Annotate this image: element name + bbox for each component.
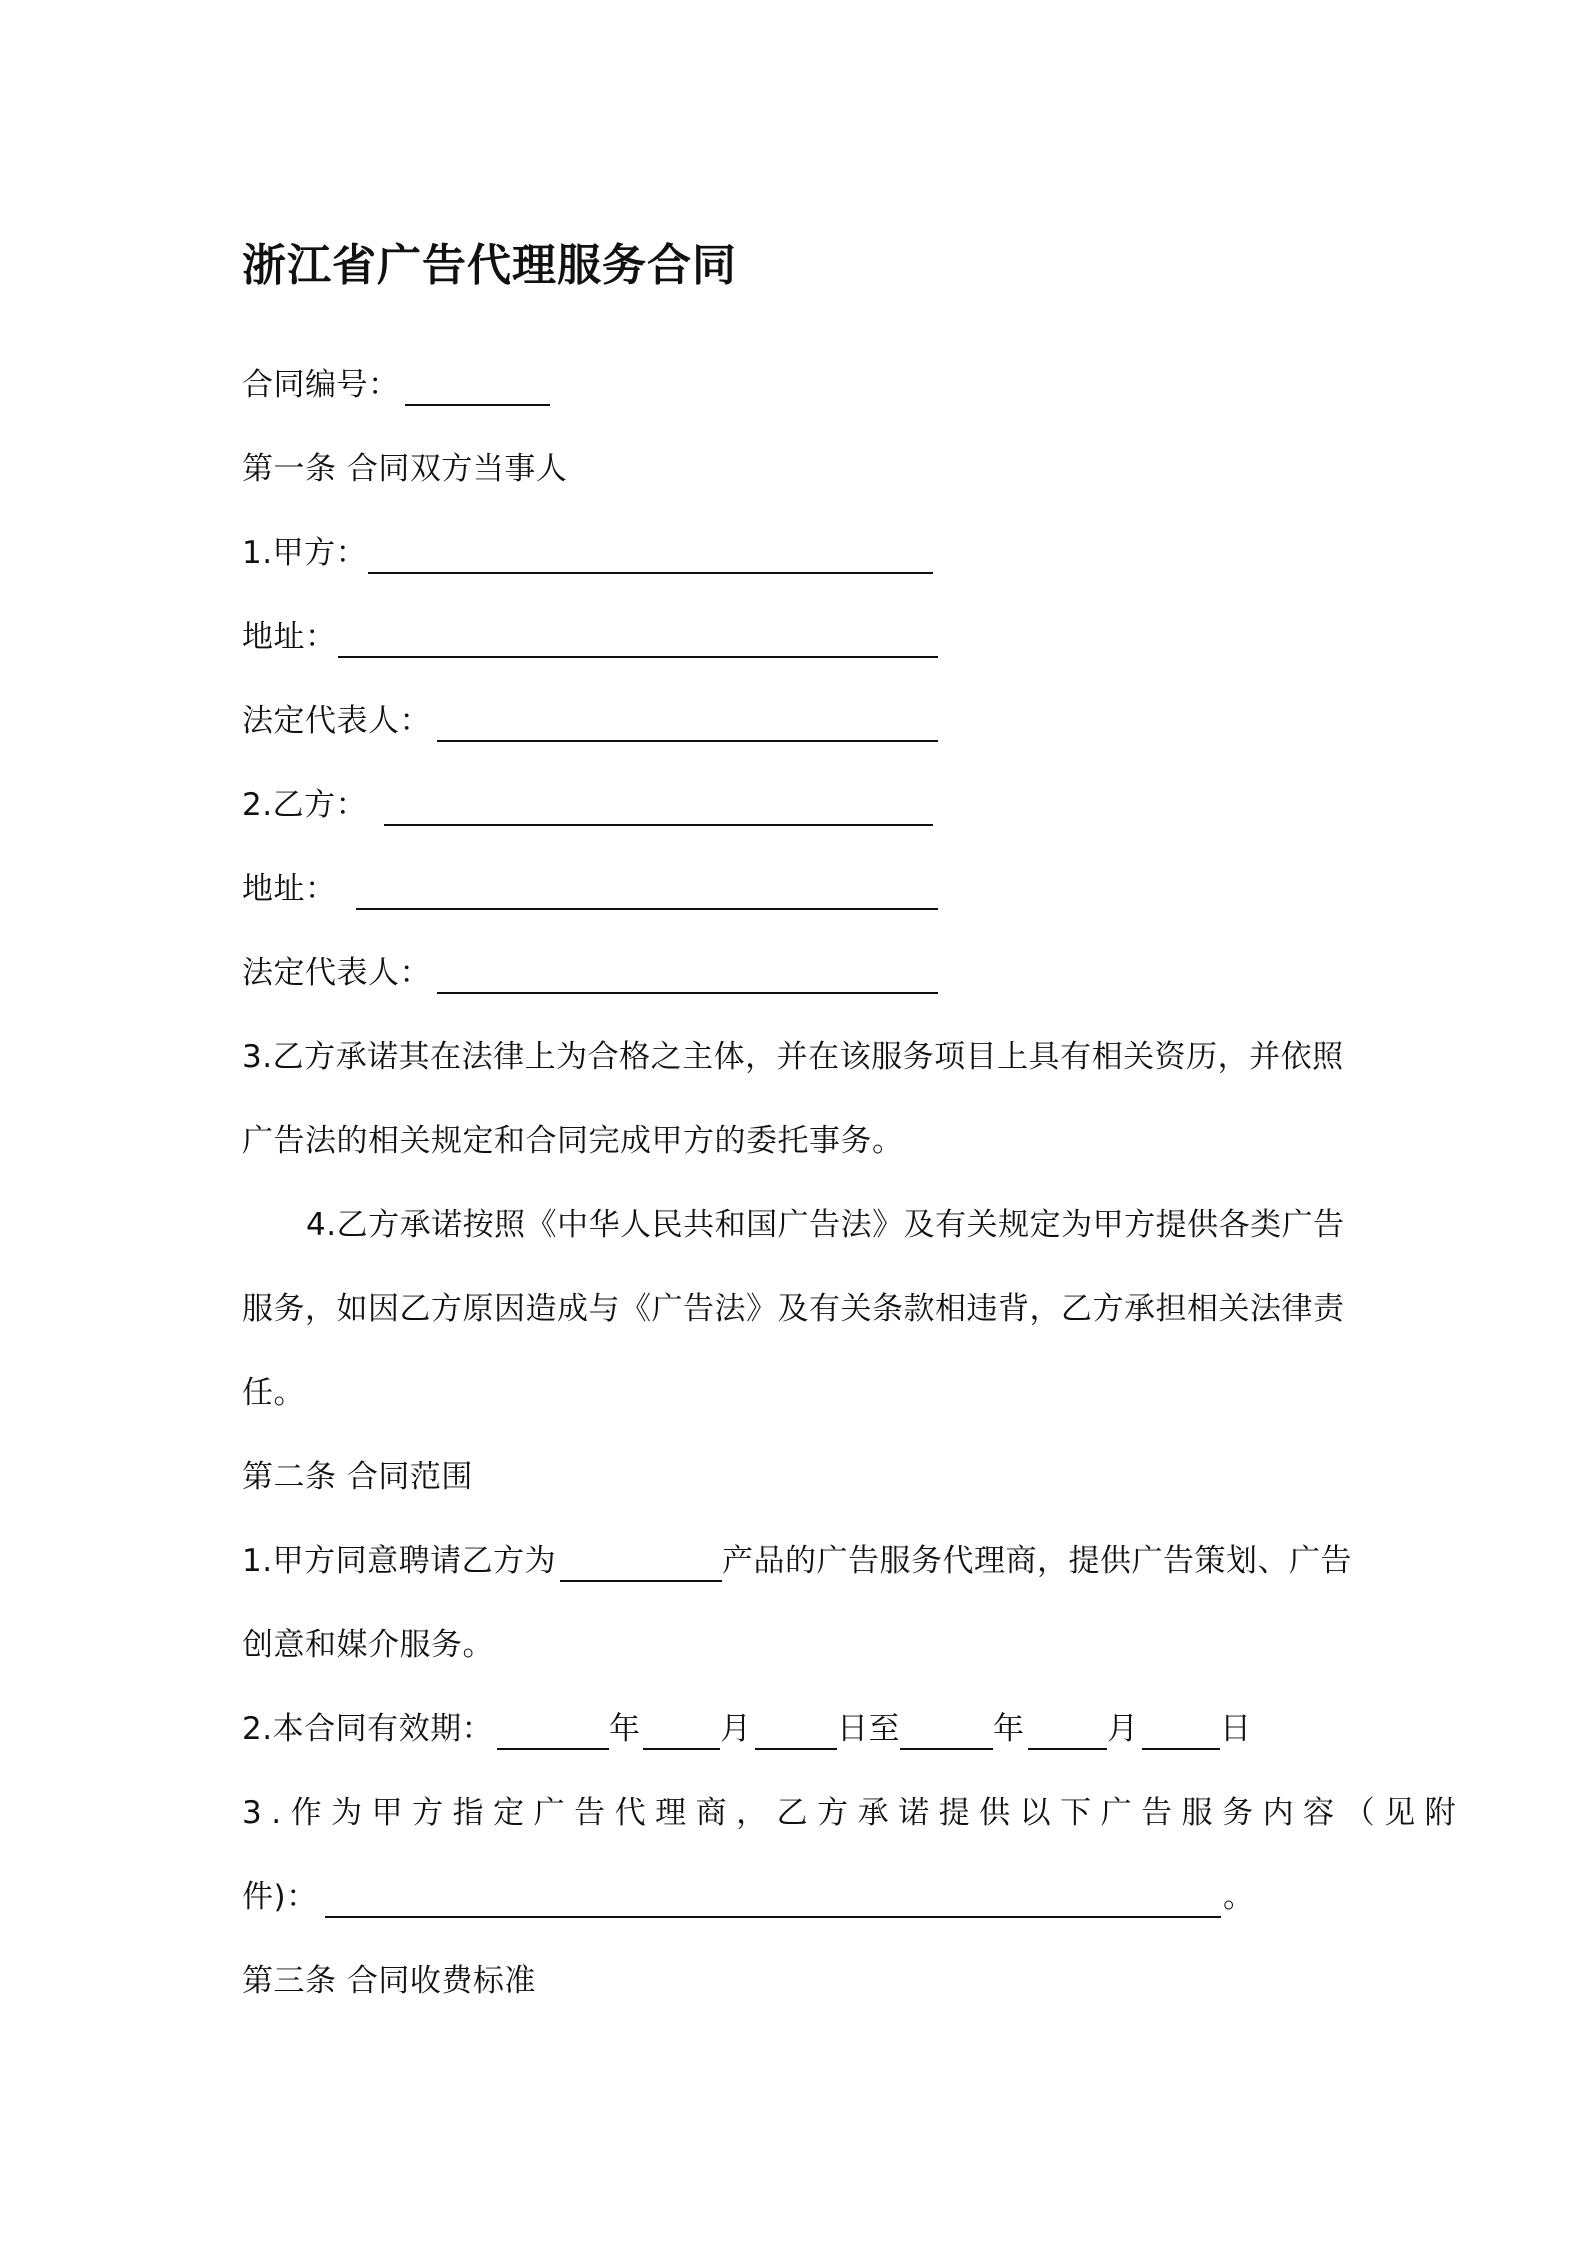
start-year-blank[interactable]	[497, 1748, 609, 1750]
start-month-blank[interactable]	[643, 1748, 720, 1750]
party-a-blank[interactable]	[368, 572, 933, 574]
clause-4-line-1: 4.乙方承诺按照《中华人民共和国广告法》及有关规定为甲方提供各类广告	[306, 1207, 1345, 1243]
party-b-legal-rep-label: 法定代表人：	[242, 955, 431, 991]
party-b-label: 2.乙方：	[242, 787, 368, 823]
contract-number-label: 合同编号：	[242, 367, 400, 403]
start-day-blank[interactable]	[755, 1748, 837, 1750]
article-2-heading: 第二条 合同范围	[242, 1459, 473, 1495]
scope-1-suffix: 产品的广告服务代理商，提供广告策划、广告	[722, 1543, 1352, 1579]
party-b-address-blank[interactable]	[356, 908, 938, 910]
end-year-unit: 年	[993, 1711, 1025, 1747]
scope-3-line-1: 3.作为甲方指定广告代理商，乙方承诺提供以下广告服务内容（见附	[242, 1795, 1466, 1831]
clause-3-line-1: 3.乙方承诺其在法律上为合格之主体，并在该服务项目上具有相关资历，并依照	[242, 1039, 1344, 1075]
clause-4-line-3: 任。	[242, 1375, 305, 1411]
party-a-address-label: 地址：	[242, 619, 337, 655]
article-3-heading: 第三条 合同收费标准	[242, 1963, 536, 1999]
end-day-unit: 日	[1220, 1711, 1252, 1747]
party-b-blank[interactable]	[384, 824, 933, 826]
party-a-label: 1.甲方：	[242, 535, 368, 571]
document-title: 浙江省广告代理服务合同	[242, 240, 737, 291]
clause-4-line-2: 服务，如因乙方原因造成与《广告法》及有关条款相违背，乙方承担相关法律责	[242, 1291, 1345, 1327]
validity-label: 2.本合同有效期：	[242, 1711, 494, 1747]
start-month-unit: 月	[720, 1711, 752, 1747]
contract-number-blank[interactable]	[405, 404, 550, 406]
party-a-legal-rep-label: 法定代表人：	[242, 703, 431, 739]
start-year-unit: 年	[609, 1711, 641, 1747]
end-day-blank[interactable]	[1142, 1748, 1220, 1750]
service-content-blank[interactable]	[325, 1916, 1221, 1918]
scope-3-period: 。	[1223, 1879, 1255, 1915]
scope-3-label: 件)：	[242, 1879, 318, 1915]
end-month-unit: 月	[1107, 1711, 1139, 1747]
party-b-address-label: 地址：	[242, 871, 337, 907]
clause-3-line-2: 广告法的相关规定和合同完成甲方的委托事务。	[242, 1123, 904, 1159]
party-b-legal-rep-blank[interactable]	[437, 992, 938, 994]
party-a-address-blank[interactable]	[338, 656, 938, 658]
scope-1-line-2: 创意和媒介服务。	[242, 1627, 494, 1663]
scope-1-prefix: 1.甲方同意聘请乙方为	[242, 1543, 557, 1579]
end-month-blank[interactable]	[1028, 1748, 1107, 1750]
product-blank[interactable]	[560, 1580, 722, 1582]
article-1-heading: 第一条 合同双方当事人	[242, 451, 568, 487]
party-a-legal-rep-blank[interactable]	[437, 740, 938, 742]
end-year-blank[interactable]	[900, 1748, 993, 1750]
start-day-unit: 日至	[837, 1711, 900, 1747]
